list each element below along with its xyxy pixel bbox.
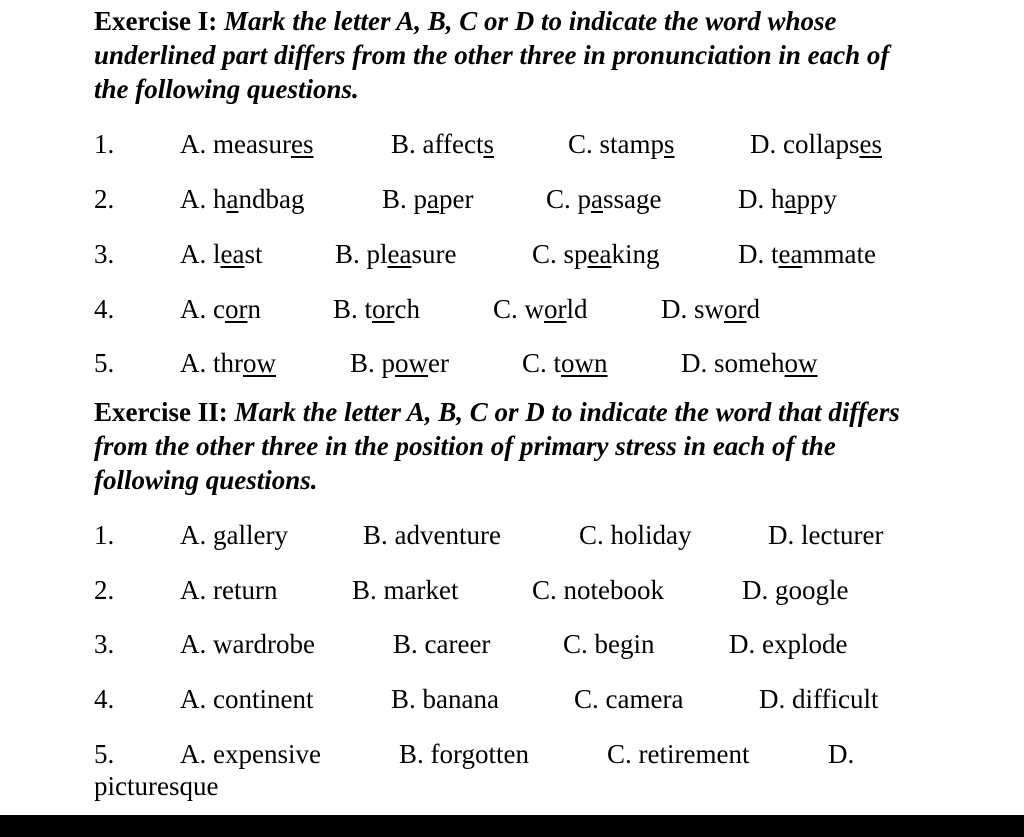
question-number: 2. — [94, 184, 115, 214]
option-text: D. sw — [661, 294, 725, 324]
option-text: D. collaps — [750, 129, 860, 159]
option-text: A. measur — [180, 129, 291, 159]
question-number: 1. — [94, 520, 115, 550]
option-d-continuation: picturesque — [94, 771, 219, 801]
underlined-part: es — [290, 129, 314, 159]
answer-option: A. expensive — [180, 739, 321, 769]
option-text: B. p — [382, 184, 428, 214]
answer-option — [568, 127, 675, 161]
option-text: B. affect — [391, 129, 484, 159]
underlined-part: ow — [243, 348, 276, 378]
option-text-rest: d — [746, 294, 761, 324]
question-number: 3. — [94, 629, 115, 659]
answer-option — [493, 292, 588, 326]
option-text-rest: n — [247, 294, 261, 324]
underlined-part: ea — [778, 239, 803, 269]
option-text: B. t — [333, 294, 373, 324]
answer-option: B. career — [393, 629, 491, 659]
option-text: C. p — [546, 184, 592, 214]
underlined-part: ow — [395, 348, 429, 378]
answer-option — [661, 292, 760, 326]
option-text: B. p — [350, 348, 396, 378]
underlined-part: s — [664, 129, 675, 159]
option-text: B. pl — [335, 239, 388, 269]
option-text-rest: ndbag — [238, 184, 305, 214]
answer-option — [738, 237, 876, 271]
option-text: C. w — [493, 294, 545, 324]
answer-option — [350, 346, 449, 380]
answer-option: C. holiday — [579, 520, 692, 550]
underlined-part: or — [224, 294, 248, 324]
option-text: A. h — [180, 184, 227, 214]
underlined-part: ea — [387, 239, 412, 269]
underlined-part: a — [591, 184, 603, 214]
answer-option: D. difficult — [759, 684, 879, 714]
question-number: 4. — [94, 294, 115, 324]
underlined-part: ea — [220, 239, 245, 269]
answer-option: A. gallery — [180, 520, 288, 550]
option-text: A. c — [180, 294, 225, 324]
answer-option: B. adventure — [363, 520, 501, 550]
answer-option — [180, 346, 276, 380]
option-text-rest: st — [244, 239, 263, 269]
answer-option: B. banana — [391, 684, 499, 714]
answer-option — [522, 346, 608, 380]
option-text-rest: ld — [566, 294, 588, 324]
question-number: 3. — [94, 239, 115, 269]
answer-option: D. — [828, 739, 855, 769]
option-text: D. someh — [681, 348, 785, 378]
option-text: A. thr — [180, 348, 243, 378]
exercise-1-heading — [94, 4, 924, 106]
option-text: D. h — [738, 184, 785, 214]
option-text: A. l — [180, 239, 221, 269]
exercise-1-label: Exercise I: — [94, 6, 218, 36]
option-text-rest: ppy — [796, 184, 837, 214]
underlined-part: or — [372, 294, 395, 324]
answer-option — [335, 237, 456, 271]
answer-option: D. lecturer — [768, 520, 884, 550]
underlined-part: or — [544, 294, 567, 324]
option-text-rest: ch — [394, 294, 420, 324]
underlined-part: es — [859, 129, 882, 159]
answer-option — [180, 127, 313, 161]
answer-option: D. google — [742, 575, 849, 605]
answer-option: A. return — [180, 575, 278, 605]
option-text: C. stamp — [568, 129, 665, 159]
answer-option: C. camera — [574, 684, 684, 714]
answer-option — [382, 182, 473, 216]
answer-option — [333, 292, 420, 326]
option-text-rest: mmate — [802, 239, 876, 269]
exercise-2-label: Exercise II: — [94, 397, 228, 427]
bottom-black-bar — [0, 815, 1024, 837]
answer-option — [546, 182, 661, 216]
underlined-part: ea — [587, 239, 612, 269]
exercise-2-instruction: Mark the letter A, B, C or D to indicate the word that differs from the other three in the position of primary stress in each of the following questions. — [94, 397, 900, 495]
answer-option: A. continent — [180, 684, 314, 714]
exercise-1-instruction: Mark the letter A, B, C or D to indicate the word whose underlined part differs from the other three in pronunciation in each of the following questions. — [94, 6, 890, 104]
question-number: 5. — [94, 348, 115, 378]
answer-option — [180, 292, 261, 326]
answer-option: C. begin — [563, 629, 655, 659]
answer-option — [681, 346, 818, 380]
answer-option: C. retirement — [607, 739, 750, 769]
option-text: D. t — [738, 239, 779, 269]
question-number: 1. — [94, 129, 115, 159]
option-text: C. t — [522, 348, 562, 378]
answer-option — [738, 182, 837, 216]
answer-option: C. notebook — [532, 575, 664, 605]
option-text-rest: per — [439, 184, 474, 214]
answer-option: A. wardrobe — [180, 629, 315, 659]
option-text-rest: sure — [411, 239, 457, 269]
underlined-part: a — [226, 184, 239, 214]
option-text-rest: king — [611, 239, 660, 269]
answer-option: B. market — [352, 575, 459, 605]
question-number: 5. — [94, 739, 115, 769]
option-text-rest: ssage — [603, 184, 662, 214]
answer-option — [750, 127, 882, 161]
option-text: C. sp — [532, 239, 588, 269]
exercise-2-heading — [94, 395, 924, 497]
question-number: 2. — [94, 575, 115, 605]
answer-option: D. explode — [729, 629, 848, 659]
answer-option — [532, 237, 660, 271]
answer-option — [180, 237, 262, 271]
answer-option: B. forgotten — [399, 739, 529, 769]
underlined-part: or — [724, 294, 747, 324]
underlined-part: s — [483, 129, 494, 159]
underlined-part: ow — [784, 348, 818, 378]
underlined-part: own — [561, 348, 608, 378]
option-text-rest: er — [428, 348, 449, 378]
answer-option — [180, 182, 304, 216]
answer-option — [391, 127, 494, 161]
question-number: 4. — [94, 684, 115, 714]
underlined-part: a — [784, 184, 797, 214]
underlined-part: a — [427, 184, 439, 214]
